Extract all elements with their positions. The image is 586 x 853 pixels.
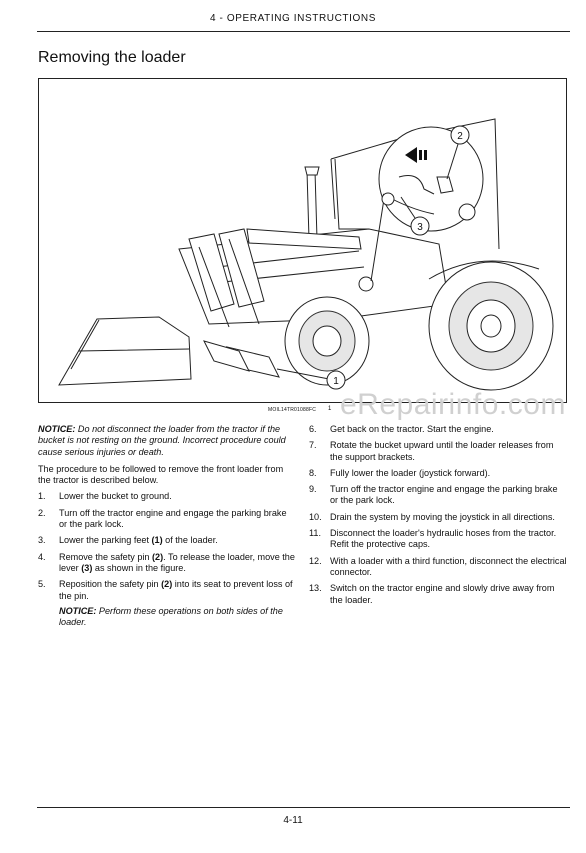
step-number: 11. — [309, 528, 321, 539]
figure-code: MOIL14TR01088FC — [268, 407, 317, 413]
step-text: With a loader with a third function, disconnect the electrical connector. — [330, 555, 567, 577]
step-text: Disconnect the loader's hydraulic hoses from the tractor. Refit the protective caps. — [330, 528, 557, 550]
step-item — [309, 468, 567, 479]
step-text: Reposition the safety pin — [59, 579, 162, 590]
loader-figure — [38, 78, 567, 403]
step-number: 12. — [309, 555, 322, 566]
step-item — [309, 440, 567, 463]
notice-label: NOTICE: — [38, 424, 76, 434]
page-title: Removing the loader — [38, 49, 186, 66]
step-text: Turn off the tractor engine and engage the parking brake or the park lock. — [59, 507, 287, 530]
step-number: 6. — [309, 424, 317, 434]
step-item — [38, 535, 297, 546]
right-column — [309, 424, 567, 611]
step-number: 2. — [38, 507, 46, 518]
step-number: 7. — [309, 440, 317, 451]
step-text: Switch on the tractor engine and slowly drive away from the loader. — [330, 583, 555, 605]
step-number: 9. — [309, 484, 317, 495]
steps-list-left — [38, 491, 297, 628]
step-item — [309, 528, 567, 551]
step-item — [38, 579, 297, 628]
steps-list-right — [309, 424, 567, 606]
step-number: 5. — [38, 579, 46, 590]
page-number: 4-11 — [283, 815, 303, 826]
notice-text: Do not disconnect the loader from the tractor if the bucket is not resting on the ground. Incorrect procedure could cause serious injuries or death. — [38, 424, 286, 457]
step-reference: (1) — [151, 535, 163, 546]
callout-2-label: 2 — [457, 131, 463, 142]
step-text: Get back on the tractor. Start the engine. — [330, 424, 494, 434]
step-reference: (3) — [81, 562, 93, 573]
step-number: 13. — [309, 583, 322, 594]
step-reference: (2) — [161, 579, 173, 590]
step-text: . To release the loader, move the lever — [59, 551, 295, 573]
callout-1-label: 1 — [333, 376, 339, 387]
left-column — [38, 424, 297, 633]
step-text: Lower the parking feet — [59, 535, 152, 546]
notice-both-sides — [59, 606, 297, 629]
step-text: Rotate the bucket upward until the loader releases from the support brackets. — [330, 440, 554, 462]
step-item — [38, 552, 297, 575]
step-number: 4. — [38, 551, 46, 562]
step-text: of the loader. — [162, 535, 218, 546]
footer-rule — [37, 807, 570, 808]
procedure-intro: The procedure to be followed to remove the front loader from the tractor is described below. — [38, 463, 284, 486]
step-item — [309, 424, 567, 435]
watermark: eRepairinfo.com — [340, 388, 566, 421]
tractor-loader-illustration — [39, 79, 566, 402]
header-rule — [37, 31, 570, 32]
step-item — [309, 512, 567, 523]
step-text: Turn off the tractor engine and engage the parking brake or the park lock. — [330, 484, 558, 506]
step-item — [309, 484, 567, 507]
notice-label: NOTICE: — [59, 605, 97, 616]
step-item — [38, 491, 297, 502]
step-item — [309, 583, 567, 606]
step-text: Remove the safety pin — [59, 551, 153, 562]
step-item — [38, 508, 297, 531]
notice-text: Perform these operations on both sides of the loader. — [59, 605, 283, 628]
step-number: 1. — [38, 491, 46, 502]
callout-3-label: 3 — [417, 222, 423, 233]
step-text: Fully lower the loader (joystick forward). — [330, 467, 491, 478]
step-reference: (2) — [152, 551, 164, 562]
figure-number: 1 — [328, 406, 332, 412]
step-text: Lower the bucket to ground. — [59, 491, 172, 502]
step-number: 3. — [38, 535, 46, 546]
step-number: 10. — [309, 511, 322, 522]
step-number: 8. — [309, 467, 317, 478]
notice-disconnect — [38, 424, 297, 458]
step-text: Drain the system by moving the joystick in all directions. — [330, 511, 555, 522]
step-item — [309, 556, 567, 579]
step-text: into its seat to prevent loss of the pin. — [59, 579, 293, 601]
step-text: as shown in the figure. — [92, 562, 186, 573]
page-header: 4 - OPERATING INSTRUCTIONS — [210, 13, 376, 24]
